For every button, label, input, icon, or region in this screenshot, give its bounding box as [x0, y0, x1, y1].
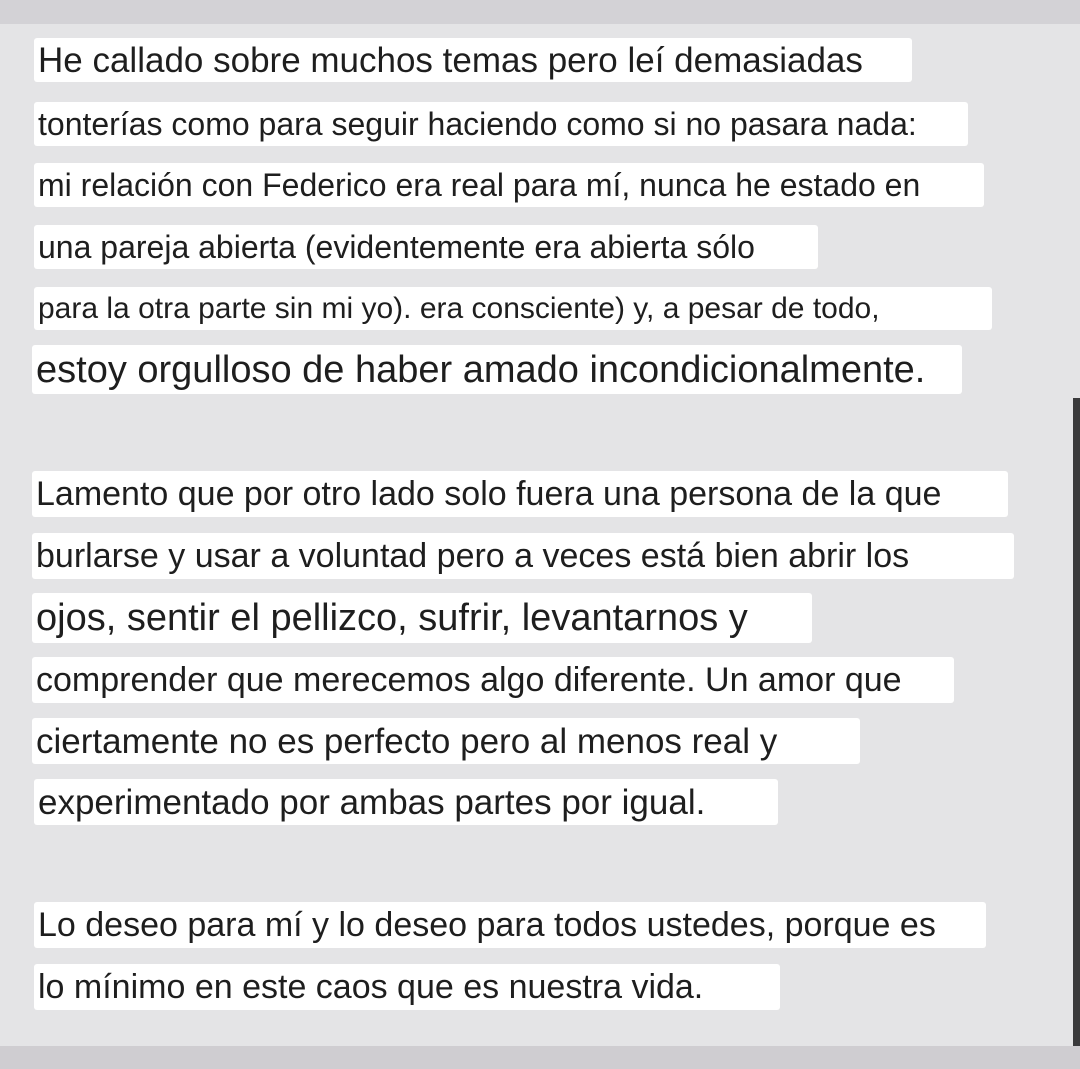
- text-line: ciertamente no es perfecto pero al menos real y: [32, 718, 860, 764]
- text-line: Lamento que por otro lado solo fuera una persona de la que: [32, 471, 1008, 517]
- text-line: experimentado por ambas partes por igual.: [34, 779, 778, 825]
- scrollbar-edge[interactable]: [1073, 398, 1080, 1046]
- text-line: He callado sobre muchos temas pero leí demasiadas: [34, 38, 912, 82]
- text-line: burlarse y usar a voluntad pero a veces está bien abrir los: [32, 533, 1014, 579]
- top-band: [0, 0, 1080, 24]
- text-line: lo mínimo en este caos que es nuestra vida.: [34, 964, 780, 1010]
- text-line: mi relación con Federico era real para mí, nunca he estado en: [34, 163, 984, 207]
- text-line: ojos, sentir el pellizco, sufrir, levantarnos y: [32, 593, 812, 643]
- bottom-band: [0, 1046, 1080, 1069]
- text-line: comprender que merecemos algo diferente. Un amor que: [32, 657, 954, 703]
- text-line: una pareja abierta (evidentemente era abierta sólo: [34, 225, 818, 269]
- text-line: estoy orgulloso de haber amado incondicionalmente.: [32, 345, 962, 394]
- text-line: tonterías como para seguir haciendo como si no pasara nada:: [34, 102, 968, 146]
- text-line: para la otra parte sin mi yo). era consciente) y, a pesar de todo,: [34, 287, 992, 330]
- text-line: Lo deseo para mí y lo deseo para todos ustedes, porque es: [34, 902, 986, 948]
